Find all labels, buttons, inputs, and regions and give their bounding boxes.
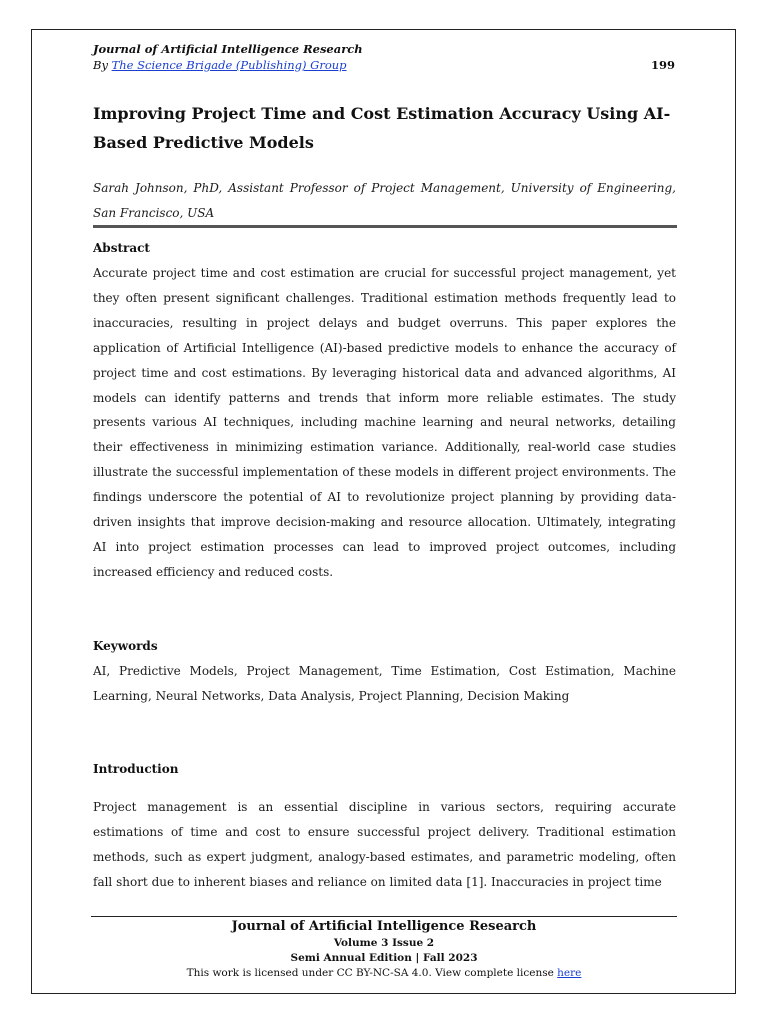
footer-journal: Journal of Artificial Intelligence Research bbox=[231, 919, 537, 934]
license-link[interactable]: here bbox=[557, 967, 582, 979]
license-text: This work is licensed under CC BY-NC-SA 4.0. View complete license bbox=[186, 967, 558, 979]
running-header-journal: Journal of Artificial Intelligence Research bbox=[93, 42, 363, 56]
title-separator bbox=[93, 225, 677, 228]
abstract-heading: Abstract bbox=[93, 241, 150, 255]
introduction-heading: Introduction bbox=[93, 762, 179, 776]
footer-volume: Volume 3 Issue 2 bbox=[333, 937, 435, 949]
publisher-link[interactable]: The Science Brigade (Publishing) Group bbox=[111, 58, 347, 72]
abstract-text: Accurate project time and cost estimation are crucial for successful project management, yet they often present significant challenges. Traditional estimation methods frequently lead to inaccuracies, resulting in project delays and budget overruns. This paper explores the application of Artificial Intelligence (AI)-based predictive models to enhance the accuracy of project time and cost estimations. By leveraging historical data and advanced algorithms, AI models can identify patterns and trends that inform more reliable estimates. The study presents various AI techniques, including machine learning and neural networks, detailing their effectiveness in minimizing estimation variance. Additionally, real-world case studies illustrate the successful implementation of these models in different project environments. The findings underscore the potential of AI to revolutionize project planning by providing data-driven insights that improve decision-making and resource allocation. Ultimately, integrating AI into project estimation processes can lead to improved project outcomes, including increased efficiency and reduced costs. bbox=[93, 266, 676, 579]
page-number: 199 bbox=[650, 58, 675, 72]
footer-license bbox=[0, 967, 768, 979]
keywords-heading: Keywords bbox=[93, 639, 158, 653]
introduction-text: Project management is an essential discipline in various sectors, requiring accurate estimations of time and cost to ensure successful project delivery. Traditional estimation methods, such as expert judgment, analogy-based estimates, and parametric modeling, often fall short due to inherent biases and reliance on limited data [1]. Inaccuracies in project time bbox=[93, 800, 676, 889]
author-affiliation: Sarah Johnson, PhD, Assistant Professor of Project Management, University of Engineering, San Francisco, USA bbox=[93, 181, 676, 220]
paper-title: Improving Project Time and Cost Estimation Accuracy Using AI-Based Predictive Models bbox=[93, 104, 671, 152]
keywords-text: AI, Predictive Models, Project Management, Time Estimation, Cost Estimation, Machine Learning, Neural Networks, Data Analysis, Project Planning, Decision Making bbox=[93, 664, 676, 703]
footer-edition: Semi Annual Edition | Fall 2023 bbox=[290, 952, 478, 964]
by-prefix: By bbox=[93, 58, 112, 72]
footer-rule bbox=[91, 916, 677, 917]
running-header-publisher bbox=[93, 58, 347, 72]
